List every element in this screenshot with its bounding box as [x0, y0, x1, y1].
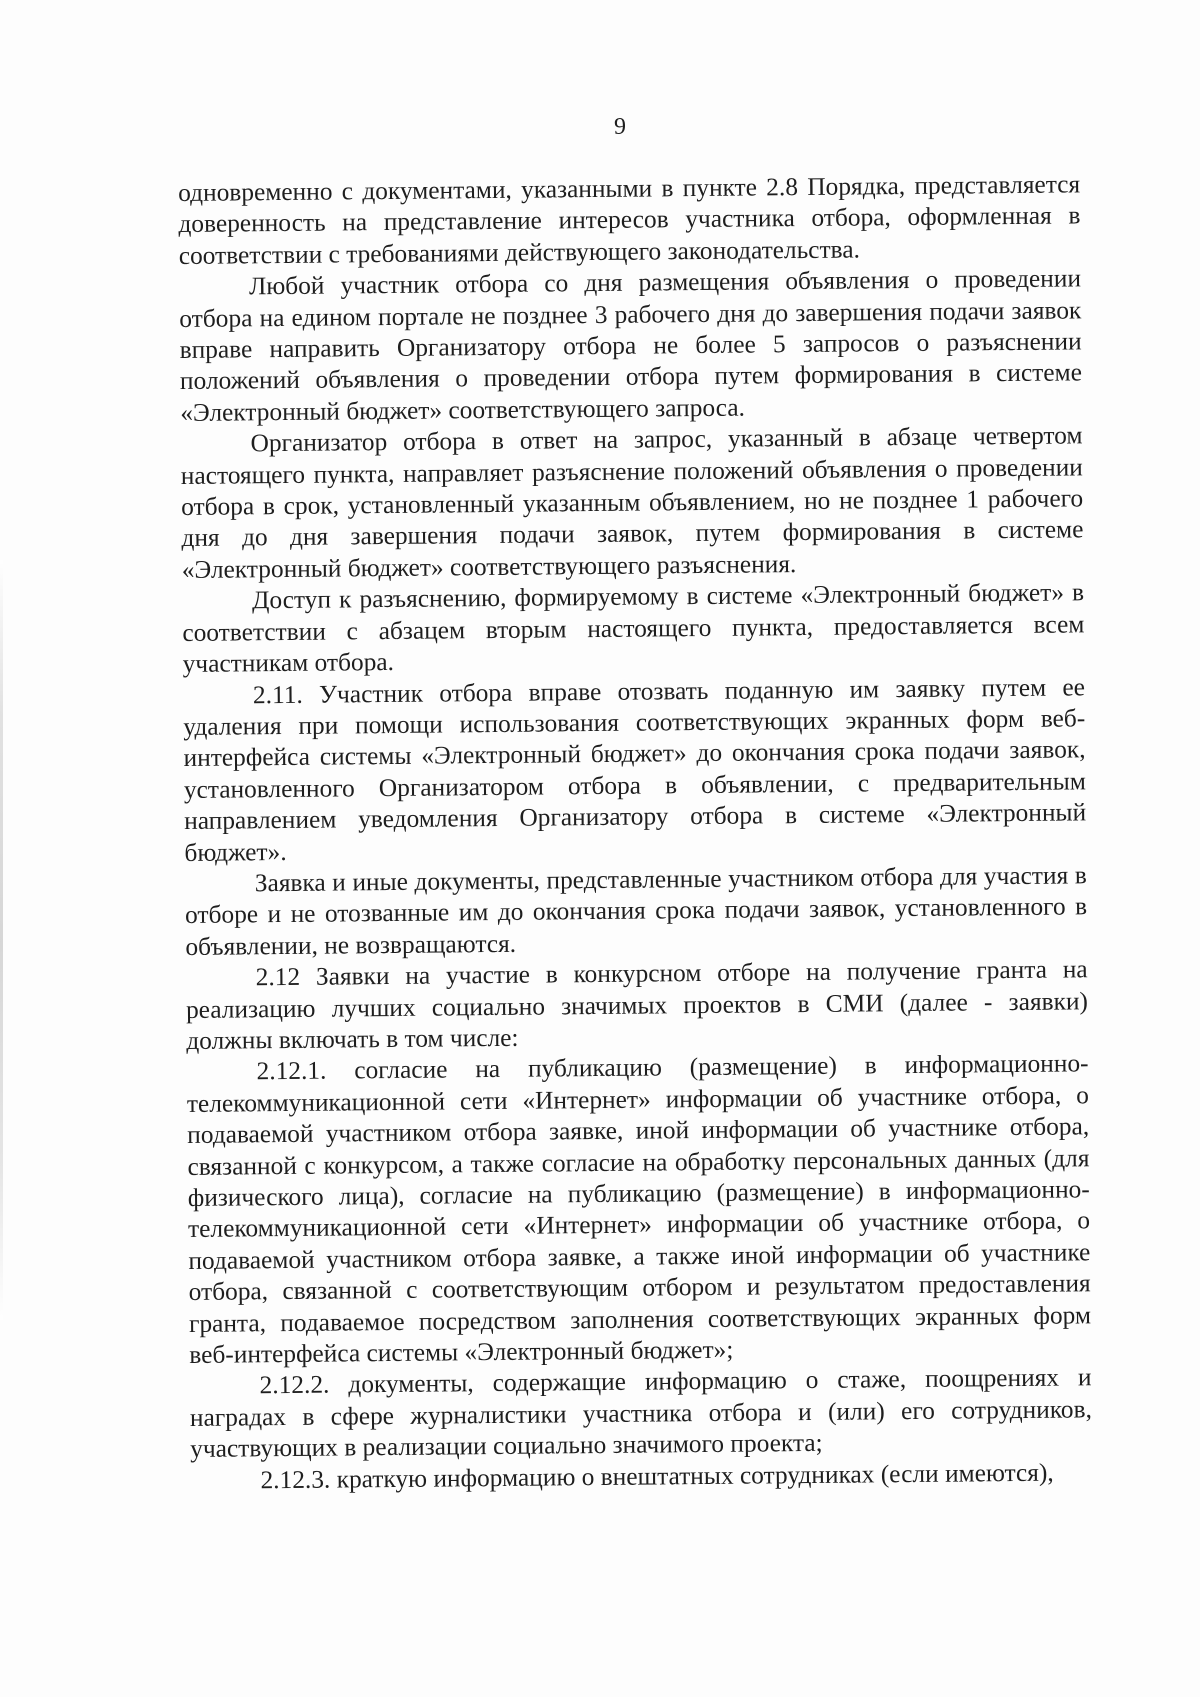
paragraph: 2.12.2. документы, содержащие информацию о стаже, поощрениях и наградах в сфере журналистики участника отбора и (или) его сотрудников, участвующих в реализации социально значимого проекта;: [189, 1363, 1092, 1464]
page-number: 9: [614, 114, 626, 140]
paragraph: Организатор отбора в ответ на запрос, указанный в абзаце четвертом настоящего пункта, направляет разъяснение положений объявления о проведении отбора в срок, установленный указанным объявлением, но не позднее 1 рабочего дня до дня завершения подачи заявок, путем формирования в системе «Электронный бюджет» соответствующего разъяснения.: [180, 421, 1084, 584]
paragraph: 2.12 Заявки на участие в конкурсном отборе на получение гранта на реализацию лучших социально значимых проектов в СМИ (далее - заявки) должны включать в том числе:: [185, 955, 1089, 1055]
paragraph: Заявка и иные документы, представленные участником отбора для участия в отборе и не отозванные им до окончания срока подачи заявок, установленного в объявлении, не возвращаются.: [184, 861, 1088, 961]
scan-edge-shadow: [0, 560, 3, 1320]
paragraph: 2.12.1. согласие на публикацию (размещение) в информационно-телекоммуникационной сети «Интернет» информации об участнике отбора, о подаваемой участником отбора заявке, иной информации об участнике отбора, связанной с конкурсом, а также согласие на обработку персональных данных (для физического лица), согласие на публикацию (размещение) в информационно-телекоммуникационной сети «Интернет» информации об участнике отбора, о подаваемой участником отбора заявке, а также иной информации об участнике отбора, связанной с соответствующим отбором и результатом предоставления гранта, подаваемое посредством заполнения соответствующих экранных форм веб-интерфейса системы «Электронный бюджет»;: [186, 1049, 1092, 1369]
paragraph: Доступ к разъяснению, формируемому в системе «Электронный бюджет» в соответствии с абзацем вторым настоящего пункта, предоставляется всем участникам отбора.: [182, 578, 1085, 679]
paragraph: одновременно с документами, указанными в пункте 2.8 Порядка, представляется доверенность на представление интересов участника отбора, оформленная в соответствии с требованиями действующего законодательства.: [178, 170, 1081, 270]
paragraph: Любой участник отбора со дня размещения объявления о проведении отбора на едином портале не позднее 3 рабочего дня до завершения подачи заявок вправе направить Организатору отбора не более 5 запросов о разъяснении положений объявления о проведении отбора путем формирования в системе «Электронный бюджет» соответствующего запроса.: [179, 264, 1083, 427]
paragraph: 2.11. Участник отбора вправе отозвать поданную им заявку путем ее удаления при помощи использования соответствующих экранных форм веб-интерфейса системы «Электронный бюджет» до окончания срока подачи заявок, установленного Организатором отбора в объявлении, с предварительным направлением уведомления Организатору отбора в системе «Электронный бюджет».: [183, 672, 1087, 867]
document-body: [178, 169, 1093, 1497]
paragraph: 2.12.3. краткую информацию о внештатных сотрудниках (если имеются),: [260, 1458, 1054, 1494]
